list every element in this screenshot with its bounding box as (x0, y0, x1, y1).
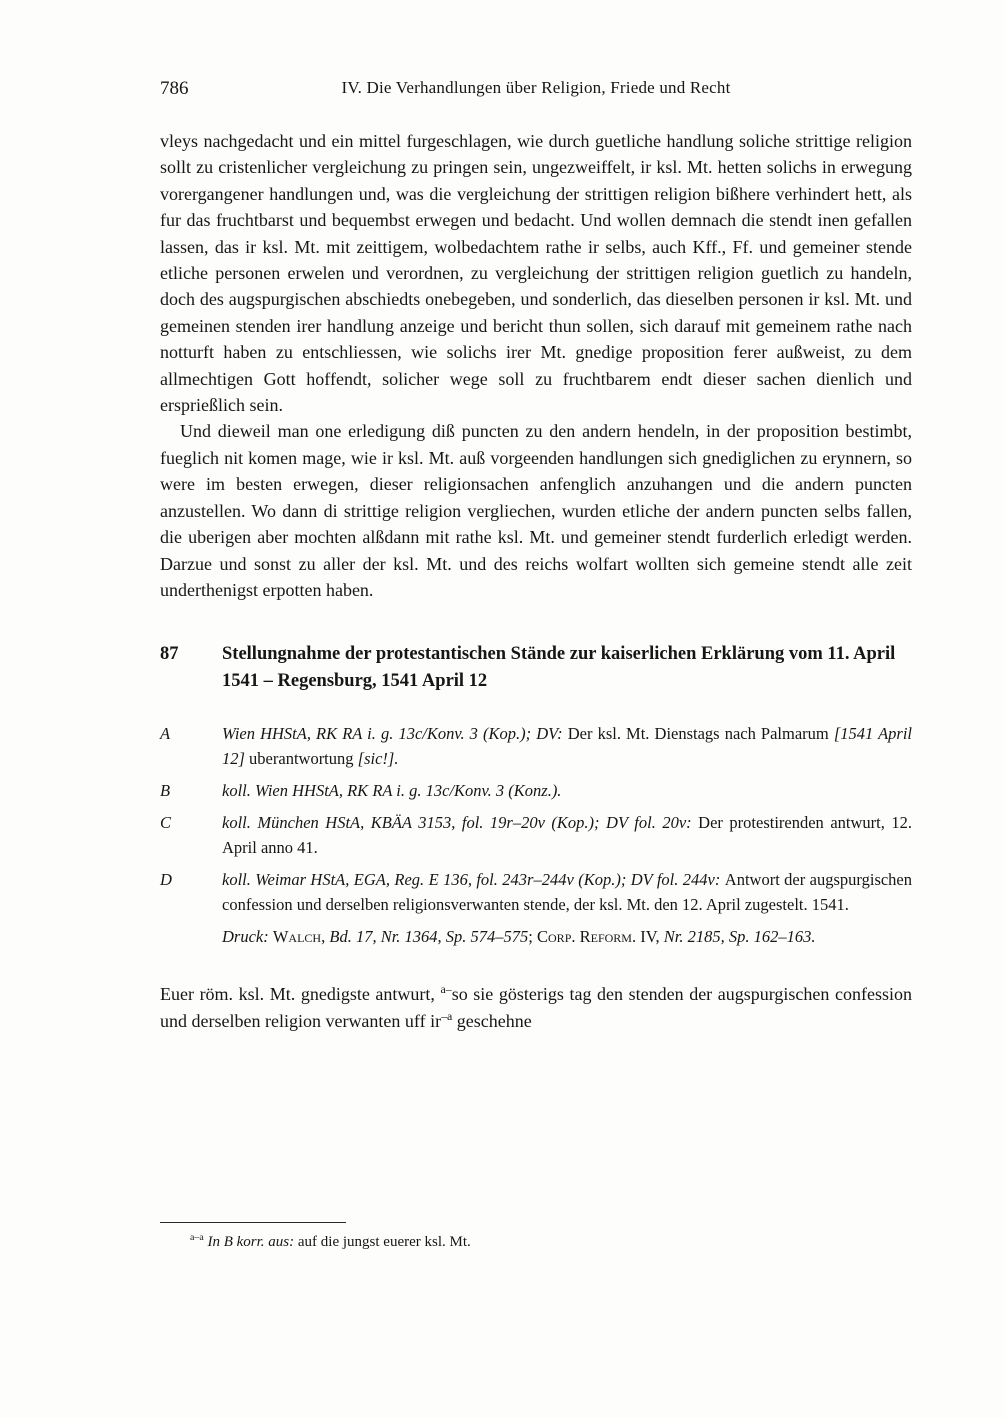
body-paragraph-2: Und dieweil man one erledigung diß puncten zu den andern hendeln, in der proposition bestimbt, fueglich nit komen mage, wie ir ksl. Mt. auß vorgeenden handlungen sich gnediglichen zu erynnern, so were im besten erwegen, dieser religionsachen anfenglich anzuhangen und die andern puncten anzustellen. Wo dann di strittige religion vergliechen, wurden etliche der andern puncten selbs fallen, die uberigen aber mochten alßdann mit rathe ksl. Mt. und gemeiner stendt furderlich erledigt werden. Darzue und sonst zu aller der ksl. Mt. und des reichs wolfart wollten sich gemeine stendt alle zeit underthenigst erpotten haben. (160, 421, 912, 600)
print-reference: Druck: Walch, Bd. 17, Nr. 1364, Sp. 574–575; Corp. Reform. IV, Nr. 2185, Sp. 162–163. (222, 927, 816, 947)
page-number: 786 (160, 78, 189, 99)
text-block (160, 78, 912, 1034)
source-entry-a (160, 721, 912, 771)
footnote-a: $^{a-a}$ In B korr. aus: auf die jungst euerer ksl. Mt. (190, 1232, 471, 1250)
footnote-area (160, 1222, 912, 1253)
source-list (160, 721, 912, 949)
body-paragraph-1: vleys nachgedacht und ein mittel furgeschlagen, wie durch guetliche handlung soliche strittige religion sollt zu cristenlicher vergleichung zu pringen sein, ungezweiffelt, ir ksl. Mt. hetten solichs in erwegung vorergangener handlungen und, was die vergleichung der strittigen religion bißhere verhindert hett, als fur das fruchtbarst und bequembst erwegen und bedacht. Und wollen demnach die stendt inen gefallen lassen, das ir ksl. Mt. mit zeittigem, wolbedachtem rathe ir selbs, auch Kff., Ff. und gemeiner stende etliche personen erwelen und verordnen, zu vergleichung der strittigen religion guetlich zu handeln, doch des augspurgischen abschiedts onebegeben, und sonderlich, das dieselben personen ir ksl. Mt. und gemeinen stenden irer handlung anzeige und bericht thun sollen, sich darauf mit gemeinem rathe nach notturft haben zu entschliessen, wie solichs irer Mt. gnedige proposition ferer außweist, zu dem allmechtigen Gott hoffendt, solicher wege soll zu fruchtbarem endt dieser sachen dienlich und ersprießlich sein. (160, 131, 912, 416)
source-description-d: koll. Weimar HStA, EGA, Reg. E 136, fol. 243r–244v (Kop.); DV fol. 244v: Antwort der augspurgischen confession und derselben religionsverwanten stende, der ksl. Mt. den 12. April zugestelt. 1541. (222, 870, 913, 915)
source-siglum-c: C (160, 813, 172, 833)
source-description-c: koll. München HStA, KBÄA 3153, fol. 19r–20v (Kop.); DV fol. 20v: Der protestirenden antwurt, 12. April anno 41. (222, 813, 912, 858)
footnote-separator-rule (160, 1222, 346, 1223)
main-text (160, 128, 912, 1034)
source-description-a: Wien HHStA, RK RA i. g. 13c/Konv. 3 (Kop.); DV: Der ksl. Mt. Dienstags nach Palmarum [1541 April 12] uberantwortung [sic!]. (222, 724, 912, 769)
document-title: Stellungnahme der protestantischen Stände zur kaiserlichen Erklärung vom 11. April 1541 – Regensburg, 1541 April 12 (222, 644, 896, 692)
source-siglum-a: A (160, 724, 171, 744)
source-entry-c (160, 810, 912, 860)
document-heading (160, 641, 912, 695)
document-text-start: Euer röm. ksl. Mt. gnedigste antwurt, $^{a-}$so sie gösterigs tag den stenden der augspurgischen confession und derselben religion verwanten uff $ir^{-a}$ geschehne (160, 982, 912, 1031)
source-description-b: koll. Wien HHStA, RK RA i. g. 13c/Konv. 3 (Konz.). (222, 781, 562, 801)
source-siglum-b: B (160, 781, 171, 801)
source-siglum-d: D (160, 870, 172, 890)
source-entry-b (160, 778, 912, 803)
source-entry-d (160, 867, 912, 917)
running-header: IV. Die Verhandlungen über Religion, Friede und Recht (341, 78, 731, 97)
document-number: 87 (160, 644, 179, 665)
page-header (160, 78, 912, 104)
